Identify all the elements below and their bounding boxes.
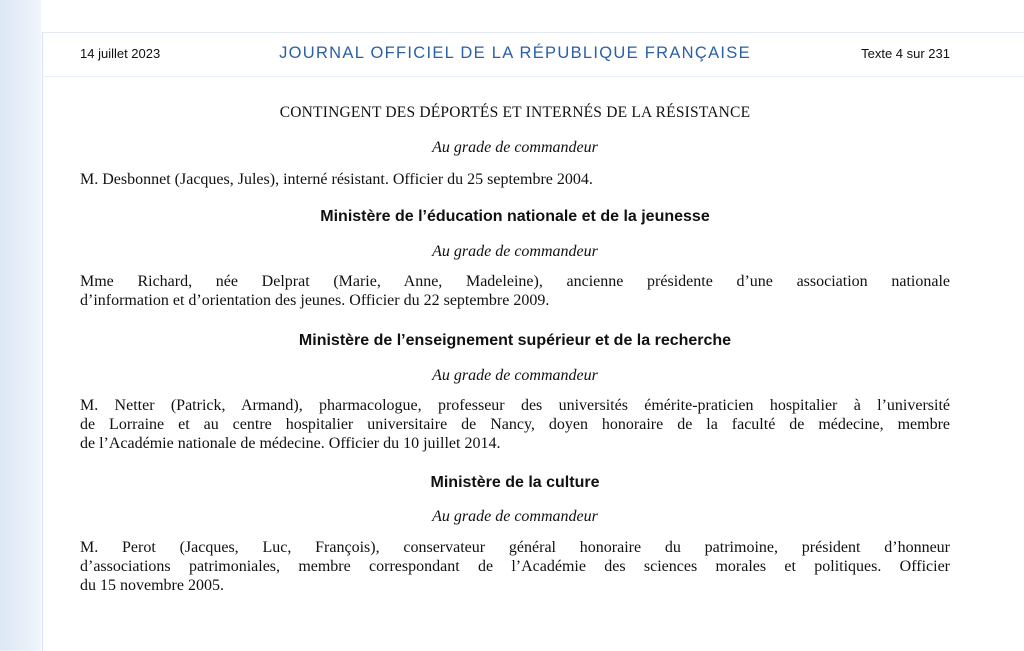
header-journal-title: JOURNAL OFFICIEL DE LA RÉPUBLIQUE FRANÇAISE [279,44,751,62]
entry-netter-line-2: de Lorraine et au centre hospitalier universitaire de Nancy, doyen honoraire de la faculté de médecine, membre [80,416,950,433]
page-header [80,44,950,68]
viewer-left-margin [0,0,41,650]
grade-label-education: Au grade de commandeur [432,243,598,260]
entry-netter-line-3: de l’Académie nationale de médecine. Officier du 10 juillet 2014. [80,435,501,452]
entry-perot-line-2: d’associations patrimoniales, membre correspondant de l’Académie des sciences morales et politiques. Officier [80,558,950,575]
grade-label-enseignement: Au grade de commandeur [432,367,598,384]
ministry-heading-culture: Ministère de la culture [430,474,600,491]
grade-label-culture: Au grade de commandeur [432,508,598,525]
entry-desbonnet: M. Desbonnet (Jacques, Jules), interné résistant. Officier du 25 septembre 2004. [80,171,593,188]
entry-richard-line-1: Mme Richard, née Delprat (Marie, Anne, Madeleine), ancienne présidente d’une association nationale [80,273,950,290]
header-text-number: Texte 4 sur 231 [861,46,950,61]
entry-netter-line-1: M. Netter (Patrick, Armand), pharmacologue, professeur des universités émérite-praticien hospitalier à l’université [80,397,950,414]
header-divider [42,76,1024,77]
entry-richard-line-2: d’information et d’orientation des jeunes. Officier du 22 septembre 2009. [80,292,550,309]
entry-perot-line-1: M. Perot (Jacques, Luc, François), conservateur général honoraire du patrimoine, président d’honneur [80,539,950,556]
entry-perot-line-3: du 15 novembre 2005. [80,577,224,594]
grade-label-contingent: Au grade de commandeur [432,139,598,156]
ministry-heading-education: Ministère de l’éducation nationale et de la jeunesse [320,208,710,225]
ministry-heading-enseignement: Ministère de l’enseignement supérieur et de la recherche [298,332,732,349]
section-heading-contingent: CONTINGENT DES DÉPORTÉS ET INTERNÉS DE LA RÉSISTANCE [279,104,751,121]
header-date: 14 juillet 2023 [80,46,161,61]
